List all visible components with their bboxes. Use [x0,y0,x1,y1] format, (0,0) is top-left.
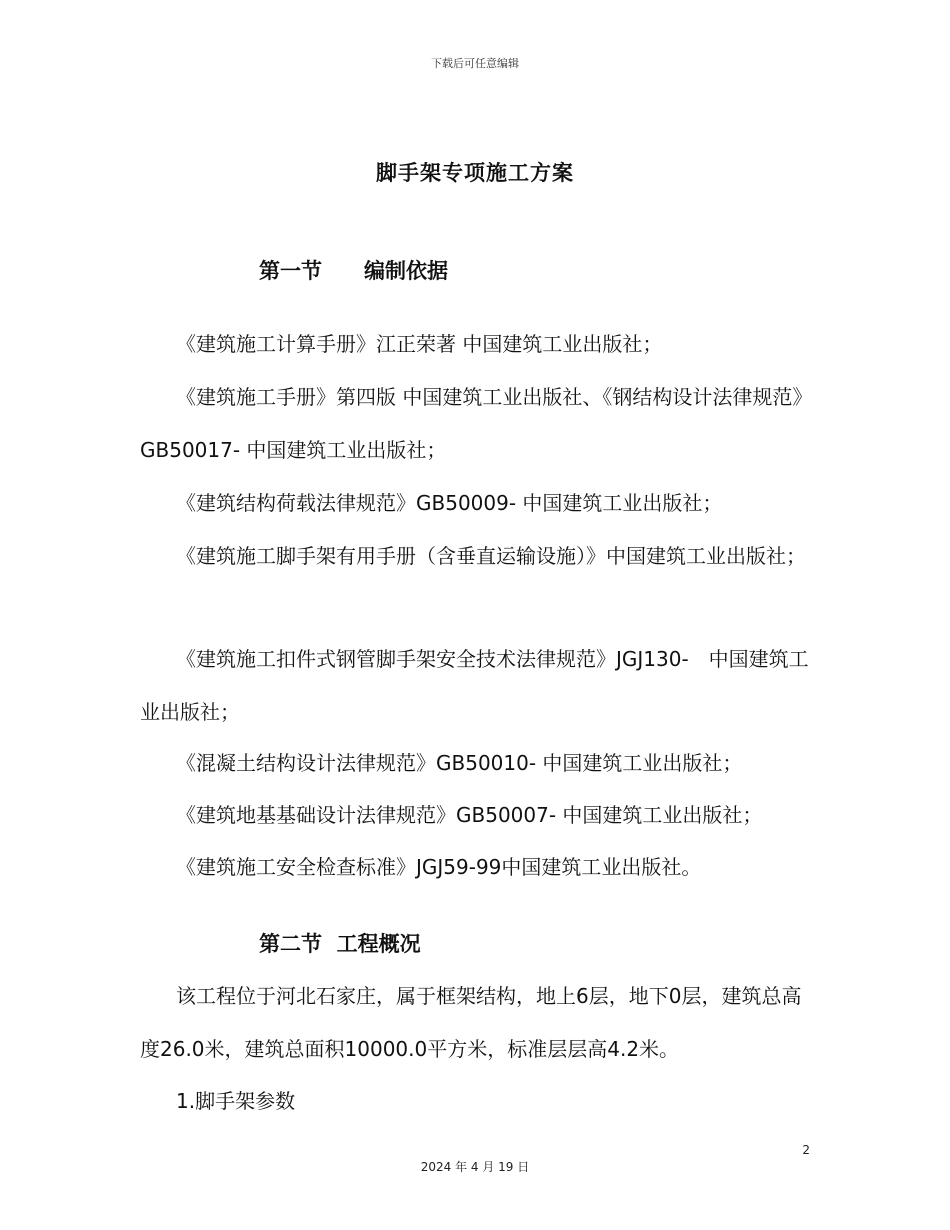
reference-item: 《建筑施工安全检查标准》JGJ59-99中国建筑工业出版社。 [176,855,702,879]
reference-item: 《建筑施工手册》第四版 中国建筑工业出版社、《钢结构设计法律规范》GB50017- 中国建筑工业出版社； [140,385,803,462]
section-heading-basis: 第一节 编制依据 [259,259,448,283]
reference-item: 《建筑施工扣件式钢管脚手架安全技术法律规范》JGJ130- 中国建筑工业出版社； [140,647,809,724]
scaffold-params-item: 1.脚手架参数 [176,1089,296,1113]
footer-date: 2024 年 4 月 19 日 [420,1160,530,1174]
section-heading-overview: 第二节 工程概况 [259,932,421,956]
reference-item: 《混凝土结构设计法律规范》GB50010- 中国建筑工业出版社； [176,751,743,775]
reference-item: 《建筑施工计算手册》江正荣著 中国建筑工业出版社； [176,332,663,356]
page-number: 2 [802,1143,810,1157]
overview-paragraph: 该工程位于河北石家庄，属于框架结构，地上6层，地下0层，建筑总高度26.0米，建筑总面积10000.0平方米，标准层层高4.2米。 [140,984,802,1061]
reference-item: 《建筑施工脚手架有用手册（含垂直运输设施）》中国建筑工业出版社； [176,544,806,568]
document-title: 脚手架专项施工方案 [376,161,574,185]
reference-item: 《建筑地基基础设计法律规范》GB50007- 中国建筑工业出版社； [176,803,763,827]
reference-item: 《建筑结构荷载法律规范》GB50009- 中国建筑工业出版社； [176,491,723,515]
header-note: 下载后可任意编辑 [431,57,519,70]
